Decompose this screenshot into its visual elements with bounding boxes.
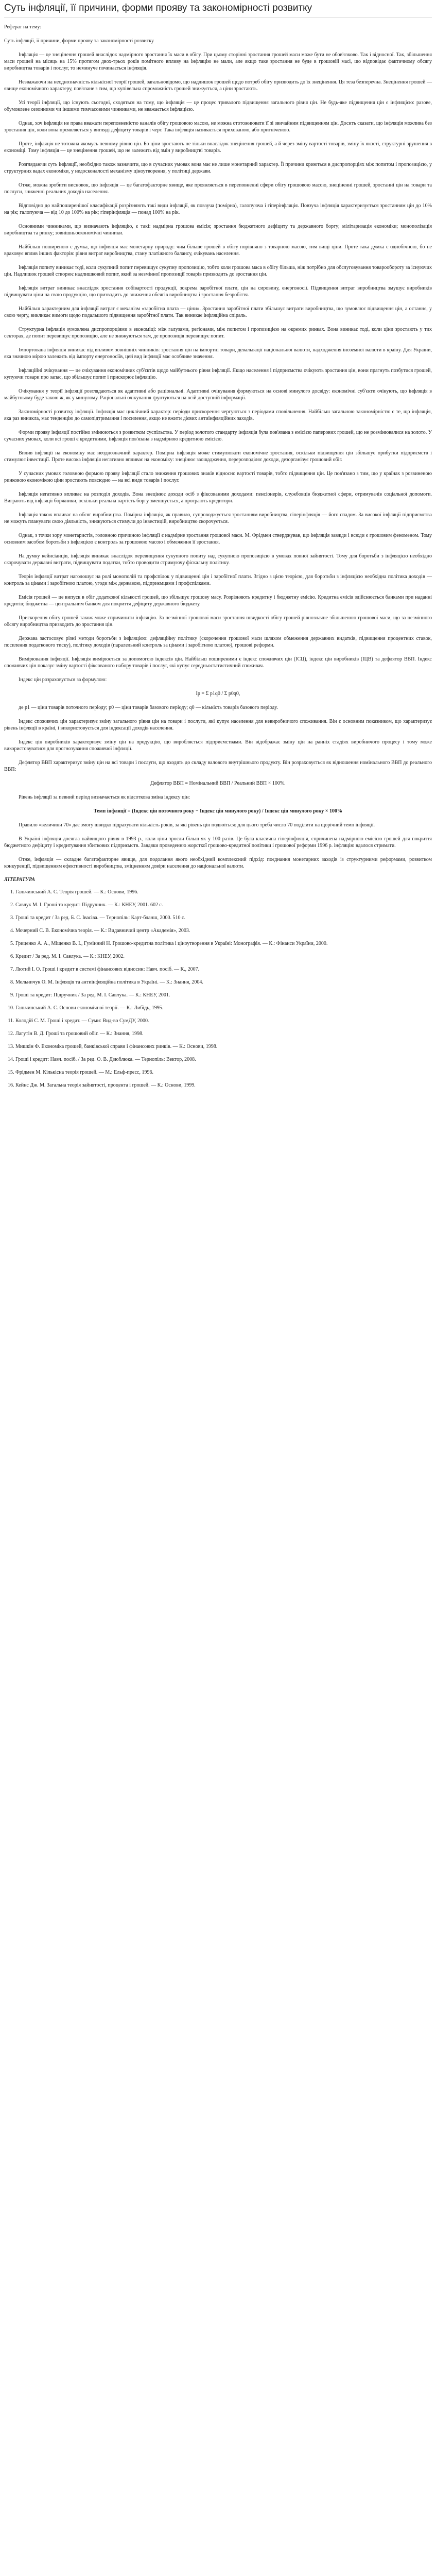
- literature-item: 16. Кейнс Дж. М. Загальна теорія зайнятості, процента і грошей. — К.: Основи, 1999.: [15, 1082, 432, 1089]
- paragraph: Правило «величини 70» дає змогу швидко підрахувати кількість років, за які рівень цін подвоїться: для цього треба число 70 поділити на щорічний темп інфляції.: [19, 822, 375, 828]
- literature-item: 4. Мочерний С. В. Економічна теорія. — К.: Видавничий центр «Академія», 2003.: [15, 927, 432, 934]
- paragraph: Індекс цін виробників характеризує зміну цін на продукцію, що виробляється підприємствами. Він відображає зміну цін на ранніх стадіях виробничого процесу і тому може використовуватися для прогнозування споживчої інфляції.: [4, 739, 432, 752]
- literature-item: 6. Кредит / За ред. М. І. Савлука. — К.: КНЕУ, 2002.: [15, 953, 432, 960]
- paragraph: Найбільш характерним для інфляції витрат є механізм «заробітна плата — ціни». Зростання заробітної плати збільшує витрати виробництва, що зумовлює підвищення цін, а останнє, у свою чергу, викликає вимоги щодо подальшого підвищення заробітної плати. Так виникає інфляційна спіраль.: [4, 306, 432, 318]
- literature-list: [4, 889, 432, 1089]
- literature-item: 5. Гриценко А. А., Міщенко В. І., Гумінний Н. Грошово-кредитна політика і ціноутворення в Україні: Монографія. — К.: Фінанси України, 2000.: [15, 940, 432, 947]
- literature-item: 8. Мельничук О. М. Інфляція та антиінфляційна політика в Україні. — К.: Знання, 2004.: [15, 979, 432, 986]
- paragraph: Дефлятор ВВП характеризує зміну цін на всі товари і послуги, що входять до складу валового внутрішнього продукту. Він розраховується як відношення номінального ВВП до реального ВВП:: [4, 760, 432, 772]
- literature-item: 12. Лагутін В. Д. Гроші та грошовий обіг. — К.: Знання, 1998.: [15, 1030, 432, 1037]
- literature-item: 15. Фрідмен М. Кількісна теорія грошей. — М.: Ельф-пресс, 1996.: [15, 1069, 432, 1076]
- paragraph: Рівень інфляції за певний період визначається як відсоткова зміна індексу цін:: [19, 794, 190, 800]
- paragraph: Індекс цін розраховується за формулою:: [19, 677, 107, 683]
- document-body: [4, 24, 432, 870]
- literature-heading: ЛІТЕРАТУРА: [4, 877, 36, 883]
- paragraph: Основними чинниками, що визначають інфляцію, є такі: надмірна грошова емісія; зростання бюджетного дефіциту та державного боргу; мілітаризація економіки; монополізація виробництва та ринку; зовнішньоекономічні чинники.: [4, 224, 432, 236]
- paragraph: Емісія грошей — це випуск в обіг додаткової кількості грошей, що збільшує грошову масу. Розрізняють кредитну і бюджетну емісію. Кредитна емісія здійснюється банками при наданні кредитів; бюджетна — центральним банком для покриття дефіциту державного бюджету.: [4, 595, 432, 607]
- paragraph: В Україні інфляція досягла найвищого рівня в 1993 р., коли ціни зросли більш як у 100 разів. Це була класична гіперінфляція, спричинена надмірною емісією грошей для покриття бюджетного дефіциту і кредитування збиткових підприємств. Завдяки проведенню жорсткої грошово-кредитної політики і грошової реформи 1996 р. інфляцію вдалося стримати.: [4, 836, 432, 849]
- paragraph: Розглядаючи суть інфляції, необхідно також зазначити, що в сучасних умовах вона має не лише монетарний характер. Її причини криються в диспропорціях між попитом і пропозицією, у структурних вадах економіки, у недосконалості механізму ціноутворення, у політиці держави.: [4, 162, 432, 174]
- paragraph: Інфляція попиту виникає тоді, коли сукупний попит перевищує сукупну пропозицію, тобто коли грошова маса в обігу більша, ніж потрібно для обслуговування товарообороту за існуючих цін. Надлишок грошей створює надлишковий попит, який за незмінної пропозиції товарів призводить до зростання цін.: [4, 265, 432, 277]
- paragraph: Вимірювання інфляції. Інфляція вимірюється за допомогою індексів цін. Найбільш поширеними є індекс споживчих цін (ІСЦ), індекс цін виробників (ІЦВ) та дефлятор ВВП. Індекс споживчих цін показує зміну вартості фіксованого набору товарів і послуг, які купує середньостатистичний споживач.: [4, 656, 432, 669]
- literature-item: 10. Гальчинський А. С. Основи економічної теорії. — К.: Либідь, 1995.: [15, 1005, 432, 1011]
- paragraph: Однак, з точки зору монетаристів, головною причиною інфляції є надмірне зростання грошової маси. М. Фрідмен стверджував, що інфляція завжди і всюди є грошовим феноменом. Тому основним засобом боротьби з інфляцією є контроль за грошовою масою і обмеження її зростання.: [4, 533, 432, 545]
- paragraph: Імпортована інфляція виникає під впливом зовнішніх чинників: зростання цін на імпортні товари, девальвації національної валюти, надходження іноземної валюти в країну. Для України, яка значною мірою залежить від імпорту енергоносіїв, цей вид інфляції має особливе значення.: [4, 347, 432, 360]
- paragraph: Ip = Σ p1q0 / Σ p0q0,: [196, 691, 240, 697]
- literature-item: 14. Гроші і кредит: Навч. посіб. / За ред. О. В. Дзюблюка. — Тернопіль: Вектор, 2008.: [15, 1056, 432, 1063]
- paragraph: Отже, можна зробити висновок, що інфляція — це багатофакторне явище, яке проявляється в переповненні сфери обігу грошовою масою, знеціненні грошей, зростанні цін на товари та послуги, зниженні реальних доходів населення.: [4, 182, 432, 195]
- paragraph: Реферат на тему:: [4, 24, 42, 30]
- paragraph: На думку кейнсіанців, інфляція виникає внаслідок перевищення сукупного попиту над сукупною пропозицією в умовах повної зайнятості. Тому для боротьби з інфляцією необхідно скорочувати державні витрати, підвищувати податки, тобто проводити стримуючу фіскальну політику.: [4, 553, 432, 566]
- paragraph: Вплив інфляції на економіку має неоднозначний характер. Помірна інфляція може стимулювати економічне зростання, оскільки підвищення цін збільшує прибутки підприємств і стимулює інвестиції. Проте висока інфляція негативно впливає на економіку: знецінює заощадження, перерозподіляє доходи, дезорганізує грошовий обіг.: [4, 450, 432, 463]
- literature-item: 9. Гроші та кредит: Підручник / За ред. М. І. Савлука. — К.: КНЕУ, 2001.: [15, 992, 432, 998]
- paragraph: Однак, хоч інфляція не права вважати переповненістю каналів обігу грошовою масою, не можна ототожнювати її зі звичайним підвищенням цін. Досить сказати, що інфляція можлива без зростання цін, коли вона проявляється у вигляді дефіциту товарів і черг. Така інфляція називається прихованою, або пригніченою.: [4, 121, 432, 133]
- paragraph: Інфляція витрат виникає внаслідок зростання собівартості продукції, зокрема заробітної плати, цін на сировину, енергоносії. Підвищення витрат виробництва змушує виробників підвищувати ціни на свою продукцію, що призводить до зниження обсягів виробництва і зростання безробіття.: [4, 285, 432, 298]
- paragraph: Держава застосовує різні методи боротьби з інфляцією: дефляційну політику (скорочення грошової маси шляхом обмеження державних видатків, підвищення процентних ставок, посилення податкового тиску), політику доходів (паралельний контроль за цінами і заробітною платою), грошові реформи.: [4, 636, 432, 648]
- paragraph: Теорія інфляції витрат наголошує на ролі монополій та профспілок у підвищенні цін і заробітної плати. Згідно з цією теорією, для боротьби з інфляцією необхідна політика доходів — контроль за цінами і заробітною платою, угоди між державою, підприємцями і профспілками.: [4, 574, 432, 586]
- literature-item: 1. Гальчинський А. С. Теорія грошей. — К.: Основи, 1996.: [15, 889, 432, 895]
- paragraph: Суть інфляції, її причини, форми прояву та закономірності розвитку: [4, 38, 154, 44]
- paragraph: У сучасних умовах головною формою прояву інфляції стало зниження грошових знаків відносно вартості товарів, тобто підвищення цін. Це пов'язано з тим, що у країнах з розвиненою ринковою економікою ціни зростають повсюдно — на всі види товарів і послуг.: [4, 471, 432, 483]
- paragraph: Закономірності розвитку інфляції. Інфляція має циклічний характер: періоди прискорення чергуються з періодами сповільнення. Найбільш загальною закономірністю є те, що інфляція, яка раз виникла, має тенденцію до самопідтримання і посилення, якщо не вжити дієвих антиінфляційних заходів.: [4, 409, 432, 421]
- paragraph: Дефлятор ВВП = Номінальний ВВП / Реальний ВВП × 100%.: [150, 781, 286, 786]
- document-page: [0, 0, 436, 1089]
- paragraph: Відповідно до найпоширенішої класифікації розрізняють такі види інфляції, як повзуча (помірна), галопуюча і гіперінфляція. Повзуча інфляція характеризується зростанням цін до 10% на рік; галопуюча — від 10 до 100% на рік; гіперінфляція — понад 100% на рік.: [4, 203, 432, 215]
- paragraph: Прискорення обігу грошей також може спричинити інфляцію. За незмінної грошової маси зростання швидкості обігу грошей рівнозначне збільшенню грошової маси, що за незмінного обсягу виробництва призводить до зростання цін.: [4, 615, 432, 628]
- paragraph: Індекс споживчих цін характеризує зміну загального рівня цін на товари і послуги, які купує населення для невиробничого споживання. Він є основним показником, що характеризує рівень інфляції в країні, і використовується для індексації доходів населення.: [4, 719, 432, 731]
- literature-item: 13. Мишкін Ф. Економіка грошей, банківської справи і фінансових ринків. — К.: Основи, 1998.: [15, 1043, 432, 1050]
- literature-item: 3. Гроші та кредит / За ред. Б. С. Івасіва. — Тернопіль: Карт-бланш, 2000. 510 с.: [15, 914, 432, 921]
- paragraph: Незважаючи на неоднозначність кількісної теорії грошей, загальновідомо, що надлишок грошей щодо потреб обігу призводить до їх знецінення. Ця теза безперечна. Знецінення грошей — явище економічного характеру, пов'язане з тим, що купівельна спроможність грошей знижується, а ціни зростають.: [4, 79, 432, 92]
- document-title: Суть інфляції, її причини, форми прояву та закономірності розвитку: [4, 2, 432, 18]
- paragraph: Структурна інфляція зумовлена диспропорціями в економіці: між галузями, регіонами, між попитом і пропозицією на окремих ринках. Вона виникає тоді, коли ціни зростають у тих секторах, де попит перевищує пропозицію, але не знижуються там, де пропозиція перевищує попит.: [4, 327, 432, 339]
- paragraph: Усі теорії інфляції, що існують сьогодні, сходяться на тому, що інфляція — це процес тривалого підвищення загального рівня цін. Не будь-яке підвищення цін є інфляцією: разове, обумовлене сезонними чи іншими тимчасовими чинниками, не вважається інфляцією.: [4, 100, 432, 112]
- paragraph: Темп інфляції = (Індекс цін поточного року − Індекс цін минулого року) / Індекс цін минулого року × 100%: [94, 808, 342, 814]
- paragraph: Інфляція негативно впливає на розподіл доходів. Вона знецінює доходи осіб з фіксованими доходами: пенсіонерів, службовців бюджетної сфери, отримувачів соціальної допомоги. Виграють від інфляції боржники, оскільки реальна вартість боргу зменшується, а програють кредитори.: [4, 492, 432, 504]
- paragraph: Інфляція також впливає на обсяг виробництва. Помірна інфляція, як правило, супроводжується зростанням виробництва, гіперінфляція — його спадом. За високої інфляції підприємства не можуть планувати свою діяльність, знижуються стимули до інвестицій, виробництво скорочується.: [4, 512, 432, 524]
- paragraph: Інфляційні очікування — це очікування економічних суб'єктів щодо майбутнього рівня інфляції. Якщо населення і підприємства очікують зростання цін, вони прагнуть позбутися грошей, купуючи товари про запас, що збільшує попит і прискорює інфляцію.: [4, 368, 432, 380]
- literature-item: 2. Савлук М. І. Гроші та кредит: Підручник. — К.: КНЕУ, 2001. 602 с.: [15, 902, 432, 908]
- paragraph: Проте, інфляція не тотожна якомусь певному рівню цін. Бо ціни зростають не тільки внаслідок знецінення грошей, а й через зміну вартості товарів, зміну їх якості, структурні зрушення в економіці. Тому інфляція — це знецінення грошей, що не залежить від змін у виробництві товарів.: [4, 141, 432, 154]
- paragraph: Найбільш поширеною є думка, що інфляція має монетарну природу: чим більше грошей в обігу порівняно з товарною масою, тим вищі ціни. Проте така думка є однобічною, бо не враховує вплив інших факторів: рівня витрат виробництва, стану платіжного балансу, очікувань населення.: [4, 244, 432, 257]
- paragraph: Очікування у теорії інфляції розглядаються як адаптивні або раціональні. Адаптивні очікування формуються на основі минулого досвіду: економічні суб'єкти очікують, що інфляція в майбутньому буде такою ж, як у минулому. Раціональні очікування ґрунтуються на всій доступній інформації.: [4, 388, 432, 401]
- paragraph: Отже, інфляція — складне багатофакторне явище, для подолання якого необхідний комплексний підхід: поєднання монетарних заходів із структурними реформами, розвитком конкуренції, підвищенням ефективності виробництва, зміцненням довіри населення до національної валюти.: [4, 857, 432, 869]
- literature-item: 11. Колодій С. М. Гроші і кредит. — Суми: Вид-во СумДУ, 2000.: [15, 1018, 432, 1024]
- paragraph: де p1 — ціни товарів поточного періоду; p0 — ціни товарів базового періоду; q0 — кількість товарів базового періоду.: [19, 705, 278, 710]
- paragraph: Інфляція — це знецінення грошей внаслідок надмірного зростання їх маси в обігу. При цьому сторінні зростання грошей маси може бути не обов'язково. Так і відносної. Так, збільшення маси грошей на місяць на 15% протягом двох-трьох років помітного впливу на інфляцію не мали, але якщо таке зростання не буде в грошовій масі, що відповідає фактичному обсягу виробництва товарів і послуг, то неминуче починається інфляція.: [4, 52, 432, 71]
- paragraph: Форми прояву інфляції постійно змінюються з розвитком суспільства. У період золотого стандарту інфляція була пов'язана з емісією паперових грошей, що не розмінювалися на золото. У сучасних умовах, коли всі гроші є кредитними, інфляція пов'язана з надмірною кредитною емісією.: [4, 430, 432, 442]
- literature-item: 7. Лютий І. О. Гроші і кредит в системі фінансових відносин: Навч. посіб. — К., 2007.: [15, 966, 432, 973]
- literature-section: [4, 877, 432, 1089]
